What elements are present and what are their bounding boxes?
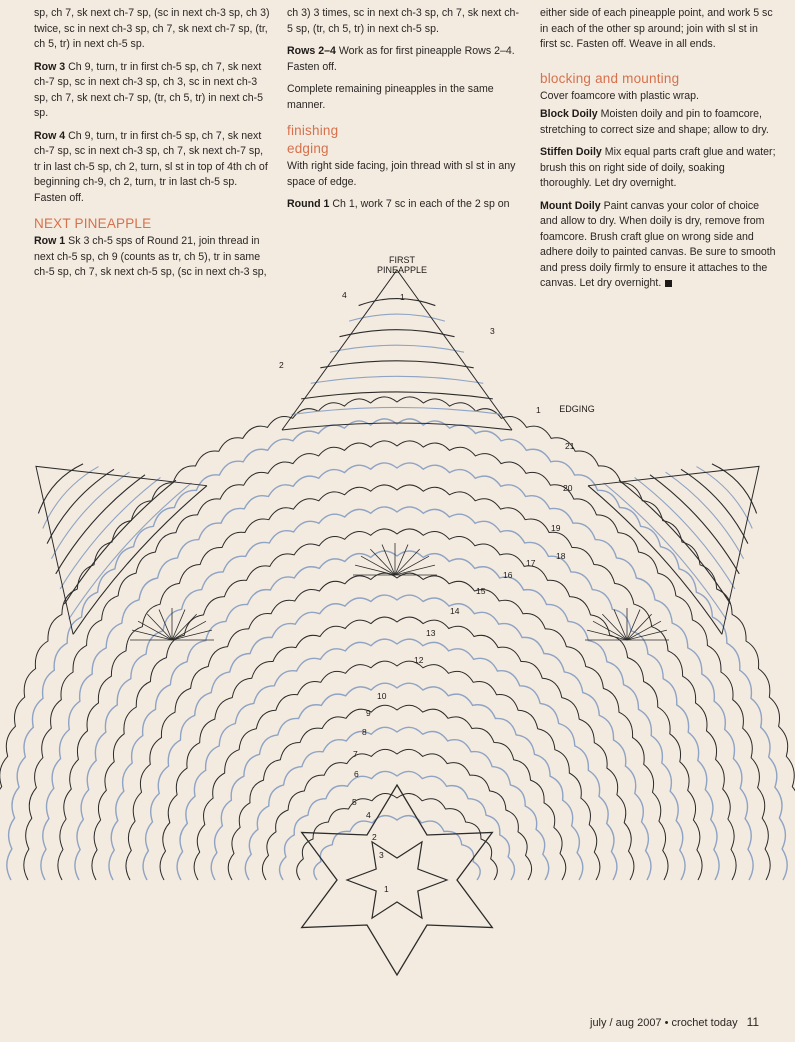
row4-text: Ch 9, turn, tr in first ch-5 sp, ch 7, sk next ch-7 sp, sc in next ch-3 sp, ch 7, sk next ch-7 sp, tr in last ch-5 sp, ch 2, turn, sl st in top of 4th ch of beginning ch-9, ch 2, turn, tr in last ch-5 sp. Fasten off. bbox=[34, 129, 268, 204]
chain-ring bbox=[143, 595, 651, 880]
round-number: 21 bbox=[565, 441, 575, 451]
pineapple-row-number: 1 bbox=[400, 292, 405, 302]
round-number: 4 bbox=[366, 810, 371, 820]
center-flower-outline bbox=[347, 842, 447, 918]
pineapple-row bbox=[349, 314, 445, 321]
pineapple-motif bbox=[0, 392, 207, 634]
fan-stitch bbox=[395, 556, 429, 575]
col2-intro: ch 3) 3 times, sc in next ch-3 sp, ch 7, sk next ch-5 sp, (tr, ch 5, tr) in next ch-5 sp. bbox=[287, 7, 519, 35]
chain-ring bbox=[262, 749, 531, 880]
pineapple-row bbox=[311, 376, 484, 383]
blocking-heading: blocking and mounting bbox=[540, 70, 680, 86]
round-number: 2 bbox=[372, 832, 377, 842]
col3-intro: either side of each pineapple point, and work 5 sc in each of the other sp around; join with sl st in first sc. Fasten off. Weave in all ends. bbox=[540, 7, 773, 50]
rows2-4-label: Rows 2–4 bbox=[287, 45, 336, 57]
chain-ring bbox=[177, 639, 617, 880]
pineapple-row bbox=[635, 473, 741, 589]
pineapple-row bbox=[359, 299, 436, 306]
pineapple-motif bbox=[282, 270, 512, 430]
row4-label: Row 4 bbox=[34, 129, 66, 142]
cover-foamcore-text: Cover foamcore with plastic wrap. bbox=[540, 89, 699, 102]
footer-issue: july / aug 2007 bbox=[590, 1017, 662, 1029]
diagram-stitches bbox=[0, 270, 795, 975]
round-number: 10 bbox=[377, 691, 387, 701]
chain-ring bbox=[280, 771, 515, 880]
chain-ring bbox=[314, 816, 480, 880]
fan-stitch bbox=[587, 630, 627, 640]
pineapple-row bbox=[301, 392, 493, 399]
pineapple-row-number: 4 bbox=[342, 290, 347, 300]
fan-stitch bbox=[395, 565, 435, 575]
fan-stitch bbox=[138, 621, 172, 640]
pineapple-row bbox=[619, 476, 736, 605]
fan-stitch bbox=[355, 565, 395, 575]
stiffen-doily-text: Mix equal parts craft glue and water; brush this on right side of doily, soaking thoroughly. Let dry overnight. bbox=[540, 146, 776, 189]
edging-instruction: With right side facing, join thread with sl st in any space of edge. bbox=[287, 160, 516, 188]
center-star-outline bbox=[302, 785, 493, 975]
footer-publication: crochet today bbox=[671, 1017, 738, 1029]
chain-ring bbox=[160, 617, 634, 880]
fan-stitch bbox=[593, 621, 627, 640]
complete-pineapples-text: Complete remaining pineapples in the same manner. bbox=[287, 83, 494, 111]
round-number: 15 bbox=[476, 586, 486, 596]
pineapple-row-number: 2 bbox=[279, 360, 284, 370]
chain-ring bbox=[194, 661, 600, 880]
chain-ring bbox=[0, 397, 795, 880]
pineapple-row bbox=[68, 481, 207, 634]
round1-text: Ch 1, work 7 sc in each of the 2 sp on bbox=[332, 198, 510, 210]
col1-intro: sp, ch 7, sk next ch-7 sp, (sc in next ch-3 sp, ch 3) twice, sc in next ch-3 sp, ch 7, sk next ch-7 sp, (tr, ch 5, tr) in next ch-5 sp. bbox=[34, 7, 270, 50]
fan-stitch bbox=[361, 556, 395, 575]
pineapple-row bbox=[320, 361, 473, 368]
round-number: 3 bbox=[379, 850, 384, 860]
edging-label: EDGING bbox=[559, 404, 595, 414]
round-number: 18 bbox=[556, 551, 566, 561]
stiffen-doily-label: Stiffen Doily bbox=[540, 146, 602, 158]
round-number: 7 bbox=[353, 749, 358, 759]
round-number: 16 bbox=[503, 570, 513, 580]
rows2-4-text: Work as for first pineapple Rows 2–4. Fasten off. bbox=[287, 45, 515, 73]
diagram-round-numbers bbox=[279, 290, 575, 894]
chain-ring bbox=[7, 419, 787, 880]
round-number: 6 bbox=[354, 769, 359, 779]
mount-doily-label: Mount Doily bbox=[540, 199, 601, 212]
pineapple-row bbox=[588, 481, 727, 634]
fan-stitch bbox=[395, 545, 408, 575]
fan-stitch bbox=[172, 621, 206, 640]
round-number: 14 bbox=[450, 606, 460, 616]
round-number: 13 bbox=[426, 628, 436, 638]
next-row1-text: Sk 3 ch-5 sps of Round 21, join thread in next ch-5 sp, ch 9 (counts as tr, ch 5), tr in same ch-5 sp, ch 7, sk next ch-5 sp, (sc in next ch-3 sp, bbox=[34, 235, 267, 278]
page-footer: july / aug 2007 • crochet today 11 bbox=[590, 1015, 760, 1029]
finishing-heading-line2: edging bbox=[287, 141, 329, 156]
finishing-heading-line1: finishing bbox=[287, 123, 339, 138]
round1-label: Round 1 bbox=[287, 198, 330, 210]
mount-doily-text: Paint canvas your color of choice and allow to dry. When doily is dry, remove from foamcore. Brush craft glue on wrong side and adhere doily to painted canvas. Be sure to smooth and press doily firmly to ensure it attaches to the canvas. Let dry overnight. bbox=[540, 199, 776, 289]
round-number: 17 bbox=[526, 558, 536, 568]
fan-stitch bbox=[382, 545, 395, 575]
chain-ring bbox=[126, 573, 668, 880]
chain-ring bbox=[41, 463, 753, 880]
round-number: 1 bbox=[384, 884, 389, 894]
edging-round-number: 1 bbox=[536, 405, 541, 415]
round-number: 20 bbox=[563, 483, 573, 493]
next-row1-label: Row 1 bbox=[34, 235, 66, 247]
next-pineapple-heading: NEXT PINEAPPLE bbox=[34, 216, 152, 231]
first-pineapple-label-line2: PINEAPPLE bbox=[376, 265, 428, 275]
fan-stitch bbox=[614, 610, 627, 640]
pineapple-motif bbox=[588, 392, 795, 634]
chain-ring bbox=[245, 727, 548, 880]
pineapple-edge bbox=[282, 270, 512, 430]
pineapple-row bbox=[59, 476, 176, 605]
round-number: 19 bbox=[551, 523, 561, 533]
round-number: 12 bbox=[414, 655, 424, 665]
pineapple-row bbox=[681, 465, 753, 544]
round-number: 8 bbox=[362, 727, 367, 737]
pineapple-row bbox=[42, 465, 114, 544]
pineapple-row bbox=[330, 345, 464, 352]
fan-stitch bbox=[395, 549, 420, 575]
block-doily-label: Block Doily bbox=[540, 108, 598, 120]
block-doily-text: Moisten doily and pin to foamcore, stretching to correct size and shape; allow to dry. bbox=[540, 108, 769, 136]
row3-text: Ch 9, turn, tr in first ch-5 sp, ch 7, sk next ch-7 sp, sc in next ch-3 sp, ch 3, sc in next ch-3 sp, ch 7, sk next ch-7 sp, (tr, ch 5, tr) in next ch-5 sp. bbox=[34, 60, 264, 119]
page-number: 11 bbox=[746, 1015, 760, 1029]
pineapple-row bbox=[340, 330, 455, 337]
fan-stitch bbox=[602, 614, 627, 640]
fan-stitch bbox=[172, 614, 197, 640]
round-number: 9 bbox=[366, 708, 371, 718]
chain-ring bbox=[75, 507, 719, 880]
pineapple-row bbox=[292, 407, 503, 414]
first-pineapple-label bbox=[362, 255, 442, 275]
row3-label: Row 3 bbox=[34, 60, 66, 73]
round-number: 5 bbox=[352, 797, 357, 807]
first-pineapple-label-line1: FIRST bbox=[389, 255, 415, 265]
pineapple-row-number: 3 bbox=[490, 326, 495, 336]
